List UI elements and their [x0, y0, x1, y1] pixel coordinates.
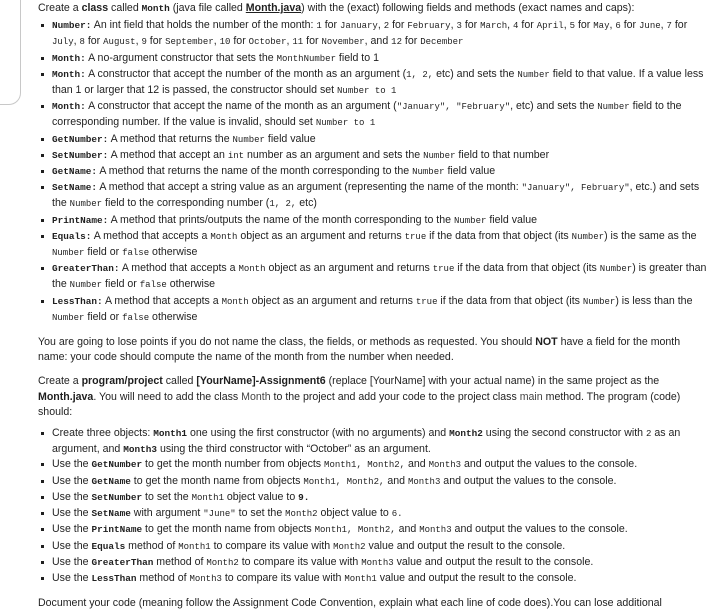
text: A method that returns the — [108, 132, 233, 145]
code-text: Month — [221, 296, 249, 307]
code-text: Number — [412, 167, 445, 178]
list-item — [38, 67, 710, 99]
text: value and output the result to the console. — [376, 571, 577, 584]
text: A method that accept a string value as an argument (representing the name of the month: — [97, 181, 522, 194]
code-text: Number — [599, 264, 633, 275]
list-item — [38, 457, 710, 473]
code-text: 1, 2, — [406, 69, 434, 80]
text: , — [135, 35, 142, 48]
text: Use the — [52, 539, 92, 552]
code-text: Month — [238, 264, 266, 275]
list-item — [38, 522, 710, 538]
list-item — [38, 555, 710, 571]
code-text: 2 — [645, 429, 652, 440]
code-text: Month3 — [407, 476, 441, 487]
text: Create a — [38, 2, 82, 14]
text: to compare its value with — [221, 571, 345, 584]
text: for — [146, 35, 166, 48]
code-text: April — [536, 21, 564, 32]
code-text: Equals — [91, 540, 126, 552]
code-text: 6. — [391, 509, 403, 520]
code-text: Month3 — [428, 460, 462, 471]
code-text: false — [122, 248, 150, 259]
code-text: Month — [210, 231, 238, 242]
list-item — [38, 148, 710, 164]
text: with argument — [130, 507, 204, 520]
list-item — [38, 426, 710, 457]
text: Create a — [38, 375, 82, 388]
code-text: 12 — [391, 37, 402, 48]
code-text: Number — [571, 231, 605, 242]
code-text: GreaterThan — [91, 556, 154, 568]
code-text: Month1, Month2, — [314, 525, 396, 536]
text: (replace [YourName] with your actual name) in the same project as the — [325, 375, 660, 388]
code-text: February — [407, 21, 451, 32]
code-text: January — [340, 21, 378, 32]
code-text: May — [593, 21, 610, 32]
text: method. The program (code) should: — [38, 390, 681, 418]
text: object as an argument and returns — [265, 262, 433, 275]
code-text: 1 — [316, 21, 322, 32]
text: A no-argument constructor that sets the — [85, 51, 277, 64]
code-text: PrintName — [91, 524, 143, 536]
text: to the project and add your code to the project class — [270, 390, 520, 403]
text: called — [162, 375, 197, 388]
text: , — [609, 19, 616, 32]
list-item — [38, 213, 710, 229]
code-text: July — [52, 37, 74, 48]
text: number as an argument and sets the — [244, 148, 424, 161]
text: A constructor that accept the name of the month as an argument ( — [85, 100, 397, 113]
fields-methods-list — [38, 18, 710, 326]
text: for — [321, 19, 341, 32]
text: field to the corresponding number. If the value is invalid, should set — [52, 100, 682, 129]
code-text: true — [404, 231, 427, 242]
code-text: Equals: — [52, 230, 92, 242]
code-text: Number: — [52, 20, 92, 32]
text: field or — [84, 246, 123, 259]
code-text: Number — [52, 312, 85, 323]
assignment-document — [38, 0, 710, 611]
documentation-paragraph: Document your code (meaning follow the Assignment Code Convention, explain what each line of code does).You can lose additional — [38, 597, 662, 610]
text: field to 1 — [335, 51, 379, 64]
code-text: PrintName: — [52, 214, 109, 226]
code-text: 10 — [219, 37, 231, 48]
list-item — [38, 539, 710, 555]
text: to set the — [235, 507, 286, 520]
code-text: 9 — [141, 37, 147, 48]
list-item — [38, 229, 710, 261]
text: and output the values to the console. — [451, 523, 628, 536]
text: , — [377, 19, 384, 32]
code-text: Number — [597, 102, 630, 113]
code-text: SetName: — [52, 182, 98, 194]
code-text: GetName — [91, 475, 131, 487]
text: for — [620, 19, 640, 32]
text: have a field for the month name: your code should compute the name of the month from the number when needed. — [38, 336, 681, 364]
text: as an argument, and — [52, 427, 681, 456]
text: one using the first constructor (with no arguments) and — [187, 427, 450, 440]
list-item — [38, 261, 710, 293]
text: Use the — [52, 507, 92, 520]
code-text: Month1 — [191, 492, 224, 503]
text: Use the — [52, 571, 92, 584]
text: field to that number — [455, 148, 550, 161]
text: (java file called — [169, 2, 246, 14]
text: Use the — [52, 490, 92, 503]
text: , — [286, 35, 293, 48]
text: and output the values to the console. — [440, 474, 617, 487]
text: for — [389, 19, 408, 32]
text: to get the month name from objects — [130, 474, 304, 487]
text: Create three objects: — [52, 427, 154, 440]
text: , and — [364, 35, 392, 48]
text: if the data from that object (its — [454, 262, 600, 275]
file-name: Month.java — [38, 390, 94, 403]
text: ) with the (exact) following fields and methods (exact names and caps): — [301, 2, 635, 14]
text: for — [518, 19, 537, 32]
code-text: SetNumber: — [52, 149, 109, 161]
naming-warning-paragraph — [38, 335, 710, 365]
program-steps-list — [38, 426, 710, 587]
list-item — [38, 180, 710, 212]
text: Use the — [52, 474, 92, 487]
list-item — [38, 99, 710, 131]
code-text: GetNumber — [91, 459, 143, 471]
list-item — [38, 506, 710, 522]
code-text: 4 — [513, 21, 519, 32]
text: field or — [84, 310, 123, 323]
code-text: 8 — [79, 37, 85, 48]
class-name: Month — [241, 390, 271, 403]
code-text: Number — [517, 69, 550, 80]
bold-text: [YourName]-Assignment6 — [196, 375, 326, 388]
code-text: GreaterThan: — [52, 263, 120, 275]
code-text: "January", "February" — [396, 102, 511, 113]
text: for — [575, 19, 594, 32]
text: object value to — [317, 507, 392, 520]
text: for — [401, 35, 421, 48]
text: ) is less than the — [615, 294, 693, 307]
code-text: true — [415, 296, 438, 307]
text: and output the values to the console. — [461, 458, 638, 471]
code-text: GetNumber: — [52, 133, 109, 145]
text: ) is the same as the — [604, 229, 697, 242]
code-text: SetNumber — [91, 491, 143, 503]
text: otherwise — [166, 278, 216, 291]
text: and — [384, 474, 408, 487]
text: method of — [136, 571, 190, 584]
text: Use the — [52, 458, 92, 471]
code-text: 1, 2, — [269, 199, 297, 210]
code-text: "January", February" — [521, 183, 630, 194]
text: field to the corresponding number ( — [102, 197, 270, 210]
code-text: Month3 — [419, 525, 452, 536]
text: for — [461, 19, 481, 32]
code-text: Month2 — [285, 509, 318, 520]
page-margin-bracket — [0, 0, 21, 105]
text: for — [303, 35, 322, 48]
bold-text: program/project — [81, 375, 163, 388]
text: A method that accepts a — [91, 229, 211, 242]
text: value and output the result to the console. — [393, 555, 594, 568]
code-text: LessThan: — [52, 295, 103, 307]
code-text: 9. — [298, 491, 310, 503]
text: called — [108, 2, 142, 14]
code-text: Month3 — [123, 444, 158, 456]
class-name: Month — [141, 3, 170, 14]
code-text: Month: — [52, 52, 86, 64]
code-text: 6 — [615, 21, 621, 32]
text: object as an argument and returns — [237, 229, 405, 242]
text: field value — [264, 132, 316, 145]
text: A method that accepts a — [102, 294, 222, 307]
code-text: 2 — [383, 21, 390, 32]
text: A method that prints/outputs the name of the month corresponding to the — [108, 213, 454, 226]
text: You are going to lose points if you do not name the class, the fields, or methods as requested. You should — [38, 336, 536, 349]
text: An int field that holds the number of the month: — [91, 19, 317, 32]
code-text: December — [420, 37, 464, 48]
text: , — [213, 35, 220, 48]
text: , — [507, 19, 514, 32]
code-text: October — [248, 37, 287, 48]
list-item — [38, 294, 710, 326]
text: field value — [486, 213, 538, 226]
code-text: Number — [69, 199, 103, 210]
text: and — [395, 523, 420, 536]
code-text: 11 — [292, 37, 304, 48]
program-paragraph — [38, 374, 710, 420]
code-text: Month3 — [189, 573, 222, 584]
text: etc) — [296, 197, 317, 210]
code-text: Number — [69, 280, 103, 291]
text: , — [660, 19, 667, 32]
code-text: Month1 — [344, 573, 377, 584]
text: method of — [153, 555, 207, 568]
code-text: Number to 1 — [337, 86, 397, 97]
code-text: false — [139, 280, 167, 291]
code-text: August — [103, 37, 136, 48]
text: for — [671, 19, 688, 32]
code-text: Number to 1 — [315, 118, 376, 129]
text: A method that accepts a — [119, 262, 239, 275]
bold-text: NOT — [535, 336, 558, 349]
code-text: LessThan — [91, 572, 137, 584]
code-text: 7 — [666, 21, 672, 32]
text: to get the month name from objects — [142, 523, 315, 536]
text: A constructor that accept the number of the month as an argument ( — [85, 67, 407, 80]
code-text: Number — [232, 134, 265, 145]
code-text: SetName — [91, 508, 131, 520]
text: to compare its value with — [238, 555, 362, 568]
text: method of — [125, 539, 179, 552]
text: if the data from that object (its — [437, 294, 583, 307]
code-text: MonthNumber — [276, 53, 336, 64]
text: etc) and sets the — [433, 67, 518, 80]
code-text: Month: — [52, 68, 86, 80]
text: , etc.) and sets the — [52, 181, 700, 210]
code-text: Month1 — [178, 541, 211, 552]
text: A method that returns the name of the month corresponding to the — [97, 165, 413, 178]
code-text: 3 — [456, 21, 462, 32]
text: Use the — [52, 555, 92, 568]
file-name: Month.java — [245, 2, 302, 14]
text: to get the month number from objects — [142, 458, 325, 471]
code-text: true — [432, 264, 455, 275]
list-item — [38, 164, 710, 180]
list-item — [38, 474, 710, 490]
code-text: September — [165, 37, 214, 48]
code-text: Month1, Month2, — [303, 476, 385, 487]
text: otherwise — [149, 246, 198, 259]
text: , — [450, 19, 457, 32]
code-text: 5 — [569, 21, 576, 32]
code-text: GetName: — [52, 166, 98, 178]
text: . You will need to add the class — [93, 390, 242, 403]
list-item — [38, 51, 710, 67]
text: , etc) and sets the — [510, 100, 598, 113]
list-item — [38, 18, 710, 50]
text: if the data from that object (its — [426, 229, 572, 242]
text: and — [405, 458, 429, 471]
method-name: main — [519, 390, 543, 403]
code-text: Number — [423, 150, 456, 161]
text: object value to — [223, 490, 299, 503]
text: for — [84, 35, 104, 48]
code-text: Number — [453, 215, 487, 226]
text: for — [230, 35, 249, 48]
text: otherwise — [149, 310, 198, 323]
text: , — [563, 19, 570, 32]
code-text: Month3 — [361, 557, 394, 568]
list-item — [38, 490, 710, 506]
code-text: "June" — [203, 509, 236, 520]
code-text: Month: — [52, 101, 86, 113]
bold-text: class — [81, 2, 109, 14]
text: ) is greater than the — [52, 262, 707, 291]
text: value and output the result to the console. — [365, 539, 566, 552]
code-text: Month1 — [153, 428, 188, 440]
code-text: Month2 — [206, 557, 239, 568]
list-item — [38, 571, 710, 587]
text: field or — [102, 278, 140, 291]
code-text: int — [227, 150, 245, 161]
text: using the second constructor with — [482, 427, 646, 440]
text: using the third constructor with “October” as an argument. — [157, 443, 431, 456]
code-text: March — [480, 21, 508, 32]
code-text: false — [122, 312, 150, 323]
code-text: Month1, Month2, — [324, 460, 406, 471]
text: to compare its value with — [210, 539, 334, 552]
code-text: November — [321, 37, 365, 48]
text: A method that accept an — [108, 148, 228, 161]
code-text: Month2 — [333, 541, 366, 552]
code-text: Month2 — [449, 428, 483, 440]
text: field value — [444, 165, 496, 178]
code-text: Number — [582, 296, 616, 307]
list-item — [38, 132, 710, 148]
code-text: Number — [52, 248, 85, 259]
code-text: June — [639, 21, 661, 32]
text: to set the — [142, 490, 192, 503]
text: field to that value. If a value less than 1 or larger that 12 is passed, the constructor should set — [52, 67, 704, 97]
intro-paragraph — [38, 1, 710, 16]
text: object as an argument and returns — [248, 294, 416, 307]
text: , — [73, 35, 80, 48]
text: Use the — [52, 523, 92, 536]
